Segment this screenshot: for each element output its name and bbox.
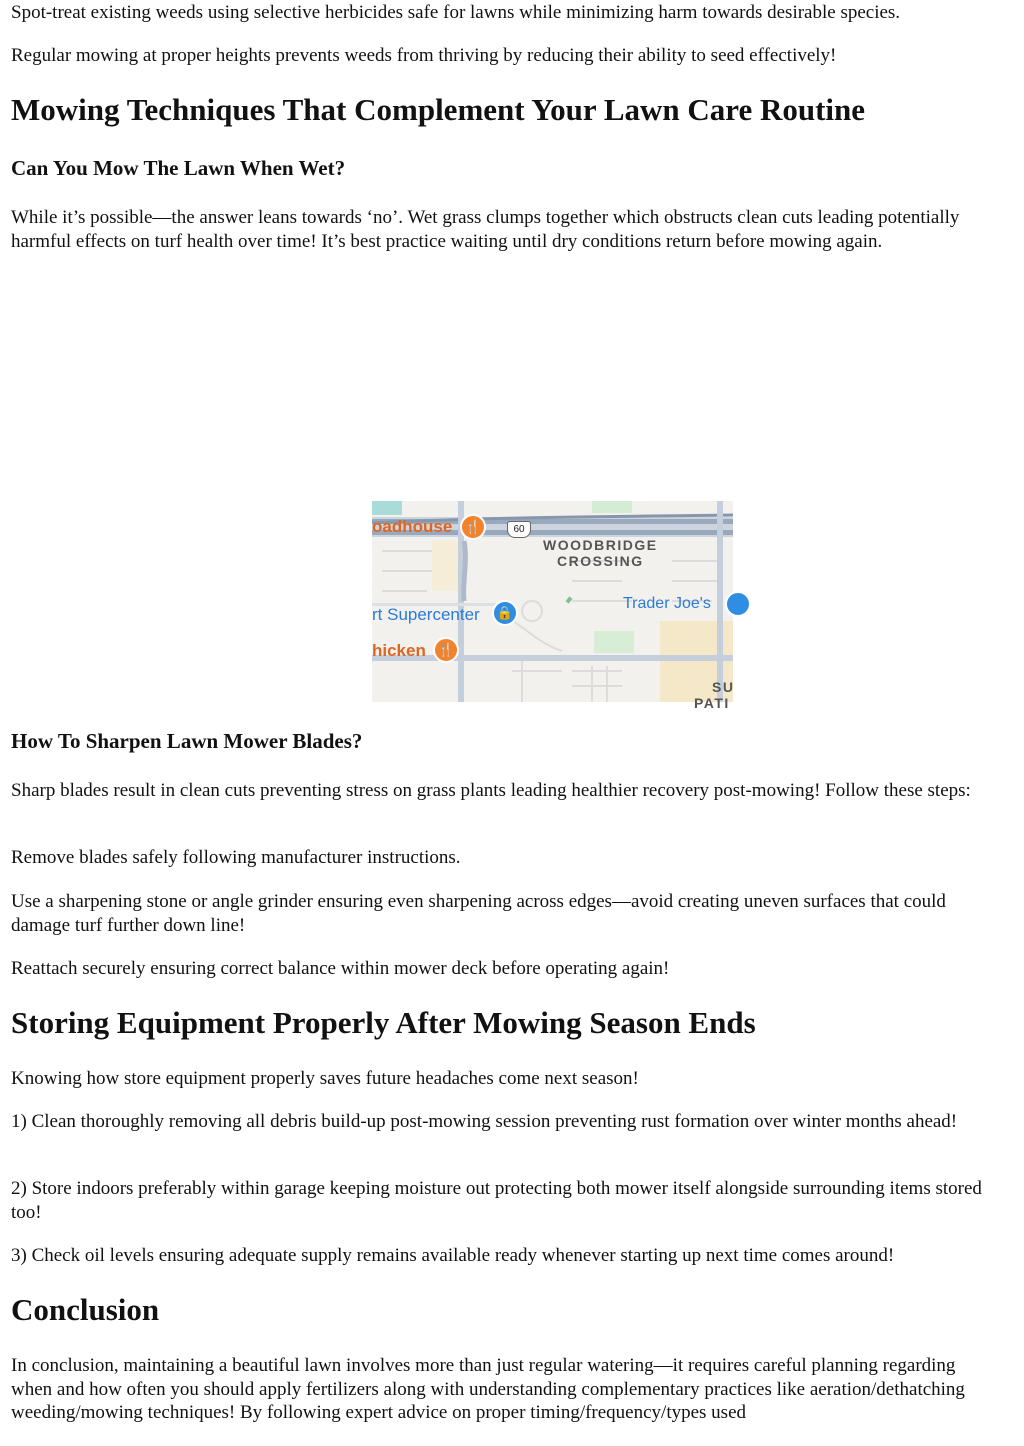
- paragraph-remove-blades: Remove blades safely following manufacturer instructions.: [11, 847, 461, 868]
- heading-conclusion: Conclusion: [11, 1292, 160, 1327]
- heading-mowing-techniques: Mowing Techniques That Complement Your Lawn Care Routine: [11, 92, 866, 127]
- paragraph-sharpening-stone: Use a sharpening stone or angle grinder ensuring even sharpening across edges—avoid creating uneven surfaces that could damage turf further down line!: [11, 891, 946, 936]
- heading-mow-when-wet: Can You Mow The Lawn When Wet?: [11, 156, 346, 180]
- list-item-check-oil: 3) Check oil levels ensuring adequate supply remains available ready whenever starting up next time comes around!: [11, 1245, 895, 1266]
- highway-number: 60: [513, 524, 525, 535]
- paragraph-reattach: Reattach securely ensuring correct balance within mower deck before operating again!: [11, 958, 670, 979]
- map-label-supercenter: rt Supercenter: [372, 605, 480, 624]
- map-label-pat: PATI: [694, 695, 730, 711]
- paragraph-store-intro: Knowing how store equipment properly saves future headaches come next season!: [11, 1068, 639, 1089]
- paragraph-sharp-blades: Sharp blades result in clean cuts preventing stress on grass plants leading healthier recovery post-mowing! Follow these steps:: [11, 780, 971, 801]
- map-label-chicken: hicken: [372, 641, 426, 660]
- map-label-trader-joes: Trader Joe's: [623, 595, 711, 612]
- map-label-roadhouse: oadhouse: [372, 517, 453, 536]
- paragraph-wet-grass: While it’s possible—the answer leans towards ‘no’. Wet grass clumps together which obstructs clean cuts leading potentially harmful effects on turf health over time! It’s best practice waiting until dry conditions return before mowing again.: [11, 207, 960, 252]
- list-item-store-indoors: 2) Store indoors preferably within garage keeping moisture out protecting both mower itself alongside surrounding items stored too!: [11, 1178, 982, 1223]
- map-label-su: SU: [712, 679, 735, 695]
- paragraph-conclusion: In conclusion, maintaining a beautiful lawn involves more than just regular watering—it requires careful planning regarding when and how often you should apply fertilizers along with understanding complementary practices like aeration/dethatching weeding/mowing techniques! By following expert advice on proper timing/frequency/types used: [11, 1355, 965, 1423]
- list-item-clean: 1) Clean thoroughly removing all debris build-up post-mowing session preventing rust formation over winter months ahead!: [11, 1111, 958, 1132]
- restaurant-pin-icon: 🍴: [433, 637, 459, 663]
- paragraph-regular-mowing: Regular mowing at proper heights prevents weeds from thriving by reducing their ability to seed effectively!: [11, 45, 837, 66]
- shopping-pin-icon: [725, 591, 751, 617]
- highway-shield-icon: [507, 521, 531, 538]
- map-label-area-line2: CROSSING: [557, 553, 644, 569]
- map-label-area-line1: WOODBRIDGE: [543, 537, 658, 553]
- shopping-pin-icon: 🔒: [492, 600, 518, 626]
- map-image: [372, 501, 735, 711]
- restaurant-pin-icon: 🍴: [460, 514, 486, 540]
- heading-storing-equipment: Storing Equipment Properly After Mowing Season Ends: [11, 1005, 756, 1040]
- heading-sharpen-blades: How To Sharpen Lawn Mower Blades?: [11, 729, 363, 753]
- paragraph-spot-treat: Spot-treat existing weeds using selective herbicides safe for lawns while minimizing harm towards desirable species.: [11, 2, 901, 23]
